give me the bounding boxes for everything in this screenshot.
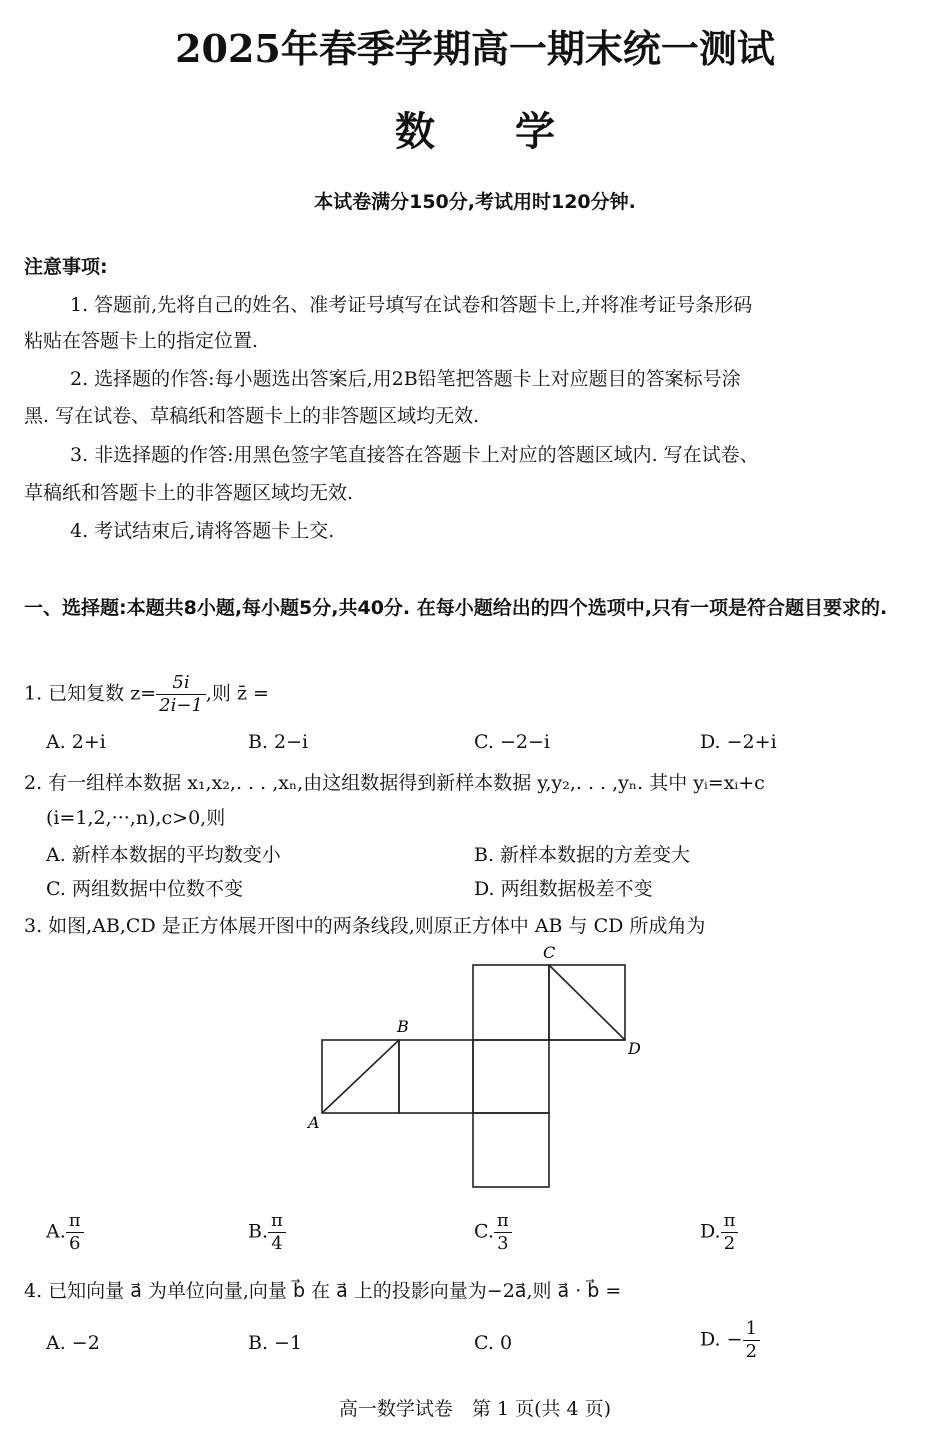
net-square-mid-1 <box>399 1040 473 1113</box>
frac-num: 1 <box>743 1318 760 1341</box>
q3-option-d-fraction <box>721 1210 739 1255</box>
net-square-top-left <box>473 965 549 1040</box>
exam-title: 2025年春季学期高一期末统一测试 <box>175 26 775 71</box>
q3-option-a-fraction <box>66 1210 84 1255</box>
q1-frac-den: 2i−1 <box>159 695 203 716</box>
q4-option-b: B. −1 <box>248 1332 303 1354</box>
q1-option-b: B. 2−i <box>248 731 309 753</box>
q3-option-c-fraction <box>494 1210 512 1255</box>
q3-option-a-letter: A. <box>46 1220 66 1243</box>
q1-frac-num: 5i <box>156 672 206 695</box>
note-line: 4. 考试结束后,请将答题卡上交. <box>70 520 335 542</box>
q4-option-a: A. −2 <box>46 1332 100 1354</box>
page-footer: 高一数学试卷 第 1 页(共 4 页) <box>338 1398 612 1420</box>
section-heading: 一、选择题:本题共8小题,每小题5分,共40分. 在每小题给出的四个选项中,只有一项是符合题目要求的. <box>24 597 888 619</box>
q3-option-d-letter: D. <box>700 1220 721 1243</box>
note-line: 粘贴在答题卡上的指定位置. <box>24 330 259 352</box>
q1-stem-suffix: ,则 z̄ = <box>205 682 269 705</box>
exam-meta: 本试卷满分150分,考试用时120分钟. <box>314 191 636 213</box>
frac-num: π <box>66 1210 84 1233</box>
q1-option-d: D. −2+i <box>700 731 777 753</box>
segment-ab <box>322 1040 399 1113</box>
frac-den: 3 <box>497 1233 509 1254</box>
frac-num: π <box>721 1210 739 1233</box>
q4-option-d-prefix: D. − <box>700 1328 743 1351</box>
q3-option-c-letter: C. <box>474 1220 494 1243</box>
frac-den: 4 <box>271 1233 283 1254</box>
note-line: 草稿纸和答题卡上的非答题区域均无效. <box>24 482 354 504</box>
q4-option-d-fraction <box>743 1318 760 1363</box>
notes-heading: 注意事项: <box>24 256 108 278</box>
frac-num: π <box>494 1210 512 1233</box>
q3-option-b-fraction <box>268 1210 286 1255</box>
q3-option-b-letter: B. <box>248 1220 269 1243</box>
label-b: B <box>397 1017 409 1036</box>
subject-title: 数学 <box>395 108 635 155</box>
note-line: 1. 答题前,先将自己的姓名、准考证号填写在试卷和答题卡上,并将准考证号条形码 <box>70 294 753 316</box>
label-d: D <box>628 1039 641 1058</box>
q2-stem-line2: (i=1,2,···,n),c>0,则 <box>46 807 226 829</box>
q2-stem-line1: 2. 有一组样本数据 x₁,x₂,. . . ,xₙ,由这组数据得到新样本数据 y,y₂,. . . ,yₙ. 其中 yᵢ=xᵢ+c <box>24 772 765 794</box>
note-line: 2. 选择题的作答:每小题选出答案后,用2B铅笔把答题卡上对应题目的答案标号涂 <box>70 368 741 390</box>
segment-cd <box>549 965 625 1040</box>
frac-den: 6 <box>68 1233 81 1254</box>
q2-option-a: A. 新样本数据的平均数变小 <box>46 844 281 866</box>
q2-option-d: D. 两组数据极差不变 <box>474 878 653 900</box>
label-c: C <box>543 943 556 962</box>
q4-stem: 4. 已知向量 a⃗ 为单位向量,向量 b⃗ 在 a⃗ 上的投影向量为−2a⃗,则 a⃗ · b⃗ = <box>24 1280 622 1302</box>
q1-option-a: A. 2+i <box>46 731 106 753</box>
frac-den: 2 <box>723 1233 736 1254</box>
cube-net-figure <box>300 940 645 1190</box>
q1-stem-prefix: 1. 已知复数 z= <box>24 682 157 705</box>
question-1 <box>24 672 269 717</box>
frac-den: 2 <box>745 1341 758 1362</box>
note-line: 3. 非选择题的作答:用黑色签字笔直接答在答题卡上对应的答题区域内. 写在试卷、 <box>70 444 759 466</box>
q3-option-b <box>248 1210 286 1255</box>
q1-option-c: C. −2−i <box>474 731 550 753</box>
net-square-mid-2 <box>473 1040 549 1113</box>
net-square-bottom <box>473 1113 549 1187</box>
q3-stem: 3. 如图,AB,CD 是正方体展开图中的两条线段,则原正方体中 AB 与 CD 所成角为 <box>24 915 706 937</box>
q3-option-a <box>46 1210 84 1255</box>
cube-net-squares <box>322 965 625 1187</box>
frac-num: π <box>268 1210 286 1233</box>
q1-fraction <box>156 672 206 717</box>
q4-option-c: C. 0 <box>474 1332 513 1354</box>
note-line: 黑. 写在试卷、草稿纸和答题卡上的非答题区域均无效. <box>24 405 480 427</box>
q3-option-d <box>700 1210 738 1255</box>
q4-option-d <box>700 1318 760 1363</box>
q2-option-c: C. 两组数据中位数不变 <box>46 878 243 900</box>
q3-option-c <box>474 1210 512 1255</box>
label-a: A <box>308 1113 320 1132</box>
q2-option-b: B. 新样本数据的方差变大 <box>474 844 691 866</box>
